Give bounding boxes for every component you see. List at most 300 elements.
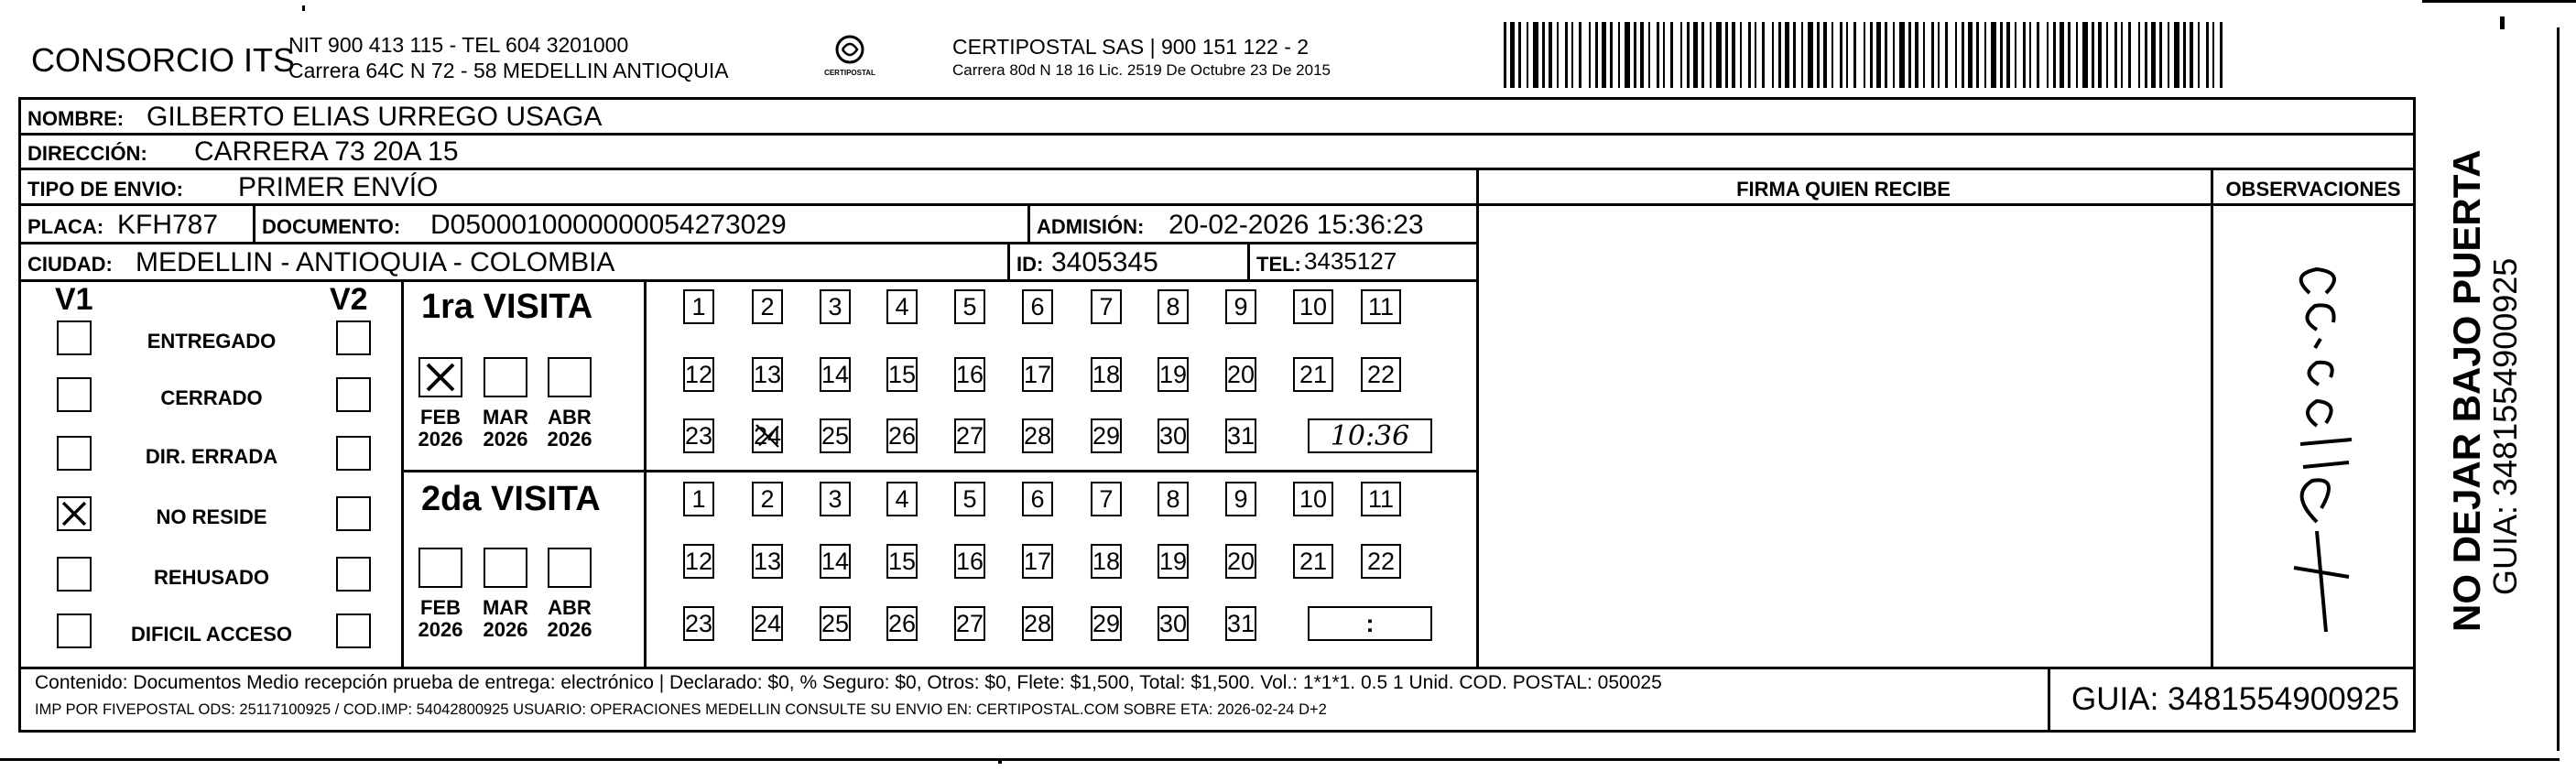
status-label: DIR. ERRADA <box>145 445 278 468</box>
cell-divider <box>1007 244 1010 279</box>
day-number: 28 <box>1023 421 1052 450</box>
barcode-bar <box>1976 22 1979 88</box>
status-checkbox-v1 <box>57 377 92 412</box>
barcode-bar <box>1640 22 1644 88</box>
day-number: 24 <box>753 609 782 637</box>
barcode-bar <box>2098 22 2102 88</box>
year-label: 2026 <box>547 428 592 451</box>
day-number: 16 <box>955 360 984 388</box>
day-number: 25 <box>821 609 850 637</box>
day-number: 18 <box>1092 360 1121 388</box>
day-box <box>954 418 985 453</box>
day-box <box>1225 289 1256 324</box>
placa-label: PLACA: <box>27 215 104 238</box>
barcode-bar <box>1527 22 1528 88</box>
day-number: 1 <box>691 484 706 513</box>
barcode-bar <box>1510 22 1515 88</box>
barcode-bar <box>2037 22 2039 88</box>
direccion-value: CARRERA 73 20A 15 <box>194 136 459 167</box>
frame-bottom <box>18 730 2416 733</box>
month-checkbox <box>548 548 592 588</box>
day-number: 22 <box>1366 360 1396 388</box>
day-number: 13 <box>753 547 782 575</box>
status-checkbox-v1 <box>57 320 92 355</box>
status-label: NO RESIDE <box>156 505 267 528</box>
barcode-bar <box>1772 22 1774 88</box>
day-box <box>954 289 985 324</box>
nit-line: NIT 900 413 115 - TEL 604 3201000 <box>288 33 629 57</box>
day-box <box>1225 544 1256 579</box>
cell-divider <box>1247 244 1250 279</box>
day-number: 10 <box>1299 484 1328 513</box>
day-box <box>954 357 985 392</box>
tipo-envio-label: TIPO DE ENVIO: <box>27 178 183 201</box>
day-box <box>1158 482 1189 516</box>
day-box <box>886 482 918 516</box>
day-box <box>1361 289 1401 324</box>
tipo-envio-value: PRIMER ENVÍO <box>238 172 439 202</box>
day-number: 26 <box>887 421 917 450</box>
barcode-bar <box>2076 22 2078 88</box>
day-box <box>752 357 783 392</box>
barcode-bar <box>2145 22 2147 88</box>
day-number: 23 <box>684 421 713 450</box>
barcode-bar <box>1853 22 1856 88</box>
status-checkbox-v2 <box>336 614 371 648</box>
day-box <box>683 544 714 579</box>
barcode-bar <box>2128 22 2131 88</box>
barcode-bar <box>1542 22 1545 88</box>
page-edge-bottom <box>0 758 2560 761</box>
day-number: 17 <box>1023 547 1052 575</box>
day-number: 27 <box>955 609 984 637</box>
barcode-bar <box>1962 22 1964 88</box>
day-number: 15 <box>887 547 917 575</box>
cell-divider <box>253 206 255 243</box>
barcode-bar <box>1748 22 1751 88</box>
nombre-label: NOMBRE: <box>27 107 125 130</box>
firma-header: FIRMA QUIEN RECIBE <box>1736 178 1951 201</box>
day-number: 28 <box>1023 609 1052 637</box>
day-box <box>1091 606 1122 641</box>
first-visit-title: 1ra VISITA <box>421 288 593 326</box>
day-number: 13 <box>753 360 782 388</box>
barcode-bar <box>2053 22 2056 88</box>
barcode-bar <box>1595 22 1598 88</box>
barcode-bar <box>1571 22 1573 88</box>
barcode-bar <box>2015 22 2016 88</box>
day-number: 9 <box>1234 484 1248 513</box>
day-box <box>820 418 851 453</box>
day-number: 10 <box>1299 292 1328 320</box>
row-line <box>18 279 1476 282</box>
day-number: 27 <box>955 421 984 450</box>
barcode-bar <box>1710 22 1712 88</box>
nombre-value: GILBERTO ELIAS URREGO USAGA <box>147 102 603 132</box>
day-box <box>1091 289 1122 324</box>
day-number: 2 <box>760 292 775 320</box>
day-box <box>1158 418 1189 453</box>
frame-top <box>18 97 2416 100</box>
barcode-bar <box>1716 22 1722 88</box>
footer-contenido: Contenido: Documentos Medio recepción prueba de entrega: electrónico | Declarado: $0, % Seguro: $0, Otros: $0, Flete: $1,500, Total: $1,500. Vol.: 1*1*1. 0.5 1 Unid. COD. POSTAL: 050025 <box>35 672 1662 693</box>
status-checkbox-v1 <box>57 496 92 531</box>
handwritten-note <box>2262 266 2372 641</box>
day-number: 15 <box>887 360 917 388</box>
barcode-bar <box>1657 22 1659 88</box>
barcode-bar <box>1908 22 1911 88</box>
day-number: 26 <box>887 609 917 637</box>
barcode-bar <box>2047 22 2049 88</box>
day-box <box>1022 289 1053 324</box>
year-label: 2026 <box>483 618 528 641</box>
barcode-bar <box>1618 22 1620 88</box>
day-box <box>683 418 714 453</box>
day-box <box>1361 544 1401 579</box>
day-number: 12 <box>684 360 713 388</box>
barcode-bar <box>1579 22 1581 88</box>
day-number: 4 <box>895 484 909 513</box>
day-box <box>1293 357 1333 392</box>
footer-line <box>18 667 2416 669</box>
day-number: 23 <box>684 609 713 637</box>
barcode-bar <box>1945 22 1948 88</box>
barcode-bar <box>1864 22 1865 88</box>
day-box <box>954 482 985 516</box>
v1-header: V1 <box>55 282 93 317</box>
barcode-bar <box>2006 22 2010 88</box>
barcode-bar <box>2106 22 2108 88</box>
month-label: ABR <box>548 406 592 429</box>
day-number: 21 <box>1299 360 1328 388</box>
barcode-bar <box>1893 22 1895 88</box>
barcode-bar <box>1533 22 1538 88</box>
day-box <box>820 357 851 392</box>
barcode-bar <box>1740 22 1742 88</box>
status-checkbox-v2 <box>336 436 371 471</box>
day-box <box>752 289 783 324</box>
barcode-bar <box>1663 22 1665 88</box>
barcode-bar <box>2138 22 2140 88</box>
day-number: 3 <box>828 484 842 513</box>
day-box <box>886 544 918 579</box>
day-number: 21 <box>1299 547 1328 575</box>
day-box <box>1022 544 1053 579</box>
day-box <box>886 418 918 453</box>
barcode-bar <box>2060 22 2064 88</box>
day-number: 19 <box>1158 547 1188 575</box>
day-box <box>1293 544 1333 579</box>
day-number: 3 <box>828 292 842 320</box>
admision-value: 20-02-2026 15:36:23 <box>1168 210 1424 240</box>
barcode-bar <box>1955 22 1957 88</box>
day-box <box>683 357 714 392</box>
side-guia: GUIA: 3481554900925 <box>2486 257 2524 595</box>
barcode-bar <box>1785 22 1789 88</box>
day-number: 22 <box>1366 547 1396 575</box>
certipostal-line2: Carrera 80d N 18 16 Lic. 2519 De Octubre 23 De 2015 <box>952 61 1331 79</box>
status-checkbox-v1 <box>57 557 92 592</box>
status-checkbox-v2 <box>336 377 371 412</box>
documento-value: D0500010000000054273029 <box>430 210 787 240</box>
tel-value: 3435127 <box>1304 247 1397 275</box>
col-obs-left <box>2211 168 2213 667</box>
row-line <box>18 133 2416 136</box>
day-number: 12 <box>684 547 713 575</box>
day-box <box>954 606 985 641</box>
barcode-bar <box>1755 22 1756 88</box>
barcode-bar <box>2082 22 2088 88</box>
day-box <box>886 606 918 641</box>
certipostal-logo <box>822 33 877 81</box>
month-label: FEB <box>420 596 461 619</box>
barcode-bar <box>1518 22 1521 88</box>
status-label: DIFICIL ACCESO <box>130 623 292 646</box>
day-box <box>1022 482 1053 516</box>
barcode-bar <box>2159 22 2162 88</box>
day-number: 17 <box>1023 360 1052 388</box>
day-box <box>954 544 985 579</box>
barcode-bar <box>2000 22 2003 88</box>
day-box <box>1225 606 1256 641</box>
row-line <box>18 168 2416 170</box>
barcode-bar <box>1808 22 1813 88</box>
barcode-bar <box>2023 22 2026 88</box>
day-box <box>1293 289 1333 324</box>
day-number: 29 <box>1092 609 1121 637</box>
page-edge-right <box>2557 27 2560 751</box>
barcode-bar <box>2121 22 2123 88</box>
side-warning: NO DEJAR BAJO PUERTA <box>2445 149 2488 632</box>
footer-imp: IMP POR FIVEPOSTAL ODS: 25117100925 / COD.IMP: 54042800925 USUARIO: OPERACIONES MEDELLIN CONSULTE SU ENVIO EN: CERTIPOSTAL.COM SOBRE ETA: 2026-02-24 D+2 <box>35 701 1327 718</box>
status-label: CERRADO <box>160 386 263 409</box>
barcode-bar <box>1557 22 1559 88</box>
day-box <box>1158 606 1189 641</box>
month-checkbox <box>484 548 527 588</box>
month-label: FEB <box>420 406 461 429</box>
day-number: 14 <box>821 547 850 575</box>
id-value: 3405345 <box>1051 247 1158 277</box>
day-number: 6 <box>1030 484 1045 513</box>
v2-header: V2 <box>330 282 368 317</box>
placa-value: KFH787 <box>117 210 219 240</box>
month-label: MAR <box>482 406 529 429</box>
certipostal-line1: CERTIPOSTAL SAS | 900 151 122 - 2 <box>952 35 1310 59</box>
ciudad-value: MEDELLIN - ANTIOQUIA - COLOMBIA <box>136 247 615 277</box>
day-number: 20 <box>1226 547 1255 575</box>
visit-divider <box>401 470 1476 472</box>
day-box <box>1091 544 1122 579</box>
day-number: 14 <box>821 360 850 388</box>
day-box <box>1022 418 1053 453</box>
day-number: 19 <box>1158 360 1188 388</box>
day-box <box>1091 357 1122 392</box>
id-label: ID: <box>1016 253 1044 276</box>
barcode-bar <box>2198 22 2200 88</box>
barcode-bar <box>2174 22 2179 88</box>
barcode-bar <box>1991 22 1996 88</box>
day-box <box>820 482 851 516</box>
day-box <box>1091 418 1122 453</box>
barcode-bar <box>1984 22 1986 88</box>
month-checkbox <box>548 357 592 397</box>
barcode-bar <box>1680 22 1682 88</box>
status-label: REHUSADO <box>154 566 269 589</box>
barcode-bar <box>1793 22 1796 88</box>
day-number: 7 <box>1099 292 1114 320</box>
company-name: CONSORCIO ITS <box>31 41 296 79</box>
admision-label: ADMISIÓN: <box>1037 215 1145 238</box>
barcode-bar <box>2151 22 2156 88</box>
day-box <box>1225 482 1256 516</box>
day-number: 8 <box>1166 484 1180 513</box>
barcode-bar <box>1840 22 1842 88</box>
frame-right <box>2413 97 2416 733</box>
day-number: 6 <box>1030 292 1045 320</box>
barcode-bar <box>2220 22 2223 88</box>
day-number: 11 <box>1367 484 1395 513</box>
barcode-bar <box>1693 22 1698 88</box>
direccion-label: DIRECCIÓN: <box>27 142 147 165</box>
day-number: 9 <box>1234 292 1248 320</box>
day-box <box>1091 482 1122 516</box>
barcode-bar <box>2183 22 2186 88</box>
day-number: 30 <box>1158 421 1188 450</box>
barcode-bar <box>1968 22 1973 88</box>
day-box <box>1022 357 1053 392</box>
documento-label: DOCUMENTO: <box>262 215 401 238</box>
barcode-bar <box>1687 22 1690 88</box>
month-checkbox <box>418 357 462 397</box>
barcode-bar <box>1817 22 1820 88</box>
second-visit-title: 2da VISITA <box>421 480 601 518</box>
day-box <box>1361 482 1401 516</box>
day-number: 5 <box>962 484 977 513</box>
status-label: ENTREGADO <box>147 330 277 353</box>
barcode-bar <box>1648 22 1650 88</box>
col-firma-left <box>1476 168 1479 667</box>
cell-divider <box>2048 669 2050 730</box>
month-label: MAR <box>482 596 529 619</box>
footer-guia: GUIA: 3481554900925 <box>2071 681 2400 717</box>
cell-divider <box>1027 206 1030 243</box>
barcode-bar <box>1801 22 1803 88</box>
barcode-bar <box>1610 22 1613 88</box>
day-box <box>752 482 783 516</box>
year-label: 2026 <box>418 618 463 641</box>
day-number: 20 <box>1226 360 1255 388</box>
day-number: 7 <box>1099 484 1114 513</box>
barcode-bar <box>2114 22 2117 88</box>
day-box <box>752 418 783 453</box>
day-box <box>820 544 851 579</box>
barcode-bar <box>1915 22 1918 88</box>
barcode-bar <box>2168 22 2169 88</box>
day-box <box>820 606 851 641</box>
status-checkbox-v2 <box>336 496 371 531</box>
year-label: 2026 <box>418 428 463 451</box>
time-value: 10:36 <box>1330 419 1410 452</box>
barcode-bar <box>1634 22 1636 88</box>
barcode-bar <box>1725 22 1728 88</box>
year-label: 2026 <box>547 618 592 641</box>
ciudad-label: CIUDAD: <box>27 253 113 276</box>
day-box <box>683 482 714 516</box>
status-visit-divider <box>401 279 404 667</box>
day-number: 29 <box>1092 421 1121 450</box>
day-box <box>820 289 851 324</box>
day-box <box>1022 606 1053 641</box>
day-box <box>683 289 714 324</box>
status-checkbox-v1 <box>57 614 92 648</box>
status-checkbox-v1 <box>57 436 92 471</box>
logo-label: CERTIPOSTAL <box>824 69 875 77</box>
row-line <box>18 203 1495 206</box>
barcode-bar <box>1504 22 1506 88</box>
barcode-bar <box>1701 22 1704 88</box>
barcode-bar <box>1823 22 1827 88</box>
tel-label: TEL: <box>1256 253 1301 276</box>
day-number: 8 <box>1166 292 1180 320</box>
status-checkbox-v2 <box>336 557 371 592</box>
barcode-bar <box>2190 22 2193 88</box>
barcode-bar <box>1938 22 1940 88</box>
row-line <box>1476 203 2413 206</box>
day-number: 5 <box>962 292 977 320</box>
scan-mark <box>302 5 305 11</box>
barcode-bar <box>1732 22 1735 88</box>
day-box <box>1225 418 1256 453</box>
day-box <box>1225 357 1256 392</box>
day-number: 2 <box>760 484 775 513</box>
time-box <box>1308 418 1432 453</box>
day-box <box>1361 357 1401 392</box>
day-number: 11 <box>1367 292 1395 320</box>
barcode-bar <box>1876 22 1881 88</box>
day-number: 1 <box>691 292 706 320</box>
day-box <box>886 289 918 324</box>
frame-left <box>18 97 21 733</box>
day-box <box>752 606 783 641</box>
barcode-bar <box>1885 22 1887 88</box>
day-box <box>1158 544 1189 579</box>
day-number: 4 <box>895 292 909 320</box>
month-checkbox <box>484 357 527 397</box>
time-value: : <box>1365 609 1375 637</box>
scan-mark <box>2500 16 2505 29</box>
row-line <box>18 242 1476 244</box>
barcode-bar <box>1762 22 1765 88</box>
barcode-bar <box>2029 22 2031 88</box>
barcode-bar <box>1670 22 1673 88</box>
barcode-bar <box>1589 22 1591 88</box>
month-checkbox <box>418 548 462 588</box>
barcode-bar <box>1778 22 1781 88</box>
barcode-bar <box>1846 22 1848 88</box>
barcode-bar <box>1565 22 1568 88</box>
observaciones-header: OBSERVACIONES <box>2225 178 2401 201</box>
day-box <box>683 606 714 641</box>
barcode-bar <box>2212 22 2214 88</box>
barcode-bar <box>1899 22 1905 88</box>
day-number: 16 <box>955 547 984 575</box>
day-box <box>1293 482 1333 516</box>
day-box <box>1158 289 1189 324</box>
visit-month-divider <box>644 279 647 667</box>
barcode-bar <box>1923 22 1925 88</box>
barcode-bar <box>2092 22 2094 88</box>
barcode-bar <box>1549 22 1552 88</box>
